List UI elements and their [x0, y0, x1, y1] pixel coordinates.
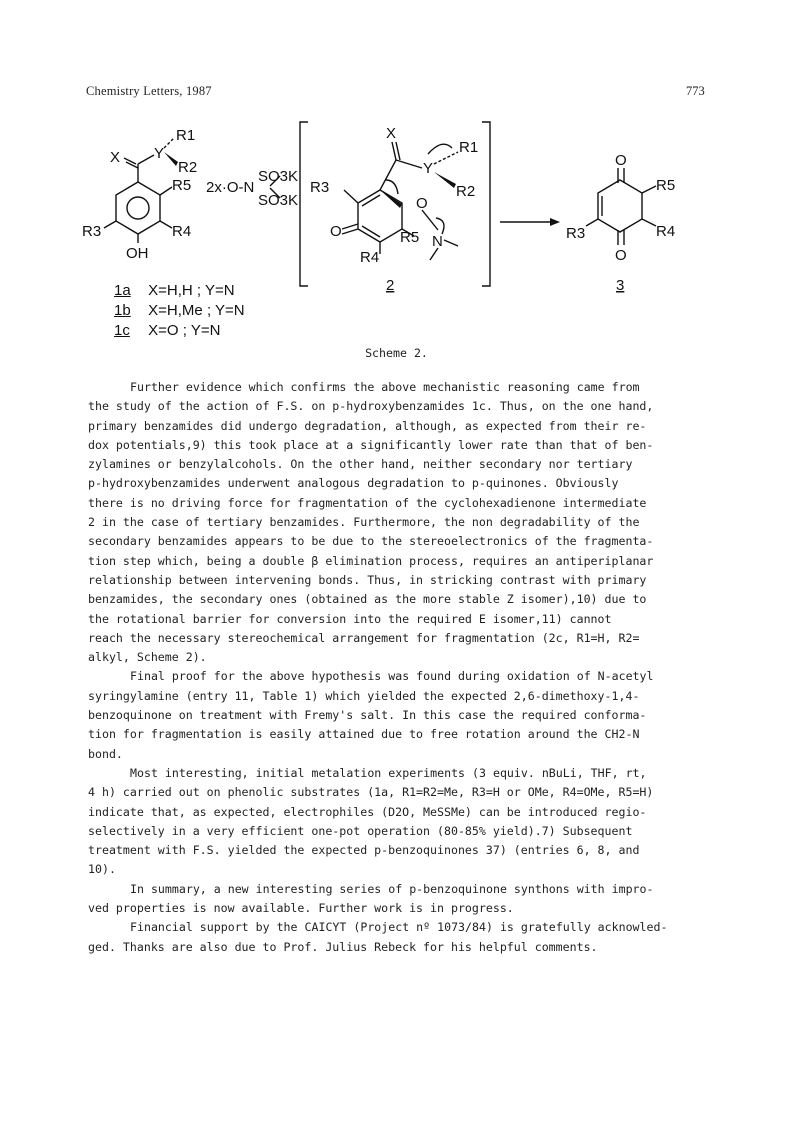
atom-o-2: O — [416, 195, 428, 212]
text-line: bond. — [88, 746, 123, 761]
text-line: secondary benzamides appears to be due to the stereoelectronics of the fragmenta- — [88, 534, 654, 549]
bond-r5 — [160, 187, 172, 195]
text-line: In summary, a new interesting series of p-benzoquinone synthons with impro- — [130, 881, 654, 896]
wedge-y-r2-2 — [434, 172, 456, 188]
atom-r2: R2 — [178, 159, 198, 176]
reaction-arrowhead — [550, 218, 560, 226]
bond-c-o-keto-2 — [342, 224, 358, 229]
bond-cy — [138, 155, 154, 164]
journal-header: Chemistry Letters, 1987 — [86, 84, 212, 98]
text-line: Most interesting, initial metalation experiments (3 equiv. nBuLi, THF, rt, — [130, 765, 647, 780]
text-line: alkyl, Scheme 2). — [88, 650, 207, 665]
compound-label-1a: 1a X=H,H ; Y=N — [114, 282, 235, 299]
atom-r4-3: R4 — [656, 223, 676, 240]
ring-double-bond-2 — [362, 226, 380, 237]
bond-r4-3 — [642, 219, 656, 226]
aromatic-circle — [127, 197, 149, 219]
bond-cx-a — [392, 142, 396, 160]
intermediate-2-structure — [310, 125, 478, 266]
atom-r3: R3 — [82, 223, 102, 240]
bond-cx-1 — [124, 158, 136, 164]
bond-n-methyl — [444, 240, 458, 246]
atom-o-top: O — [615, 152, 627, 169]
text-line: dox potentials,9) this took place at a significantly lower rate than that of ben- — [88, 437, 654, 452]
text-line: benzamides, the secondary ones (obtained as the more stable Z isomer),10) due to — [88, 592, 647, 607]
bond-c-o-keto — [342, 229, 358, 234]
benzene-ring — [116, 182, 160, 234]
bond-y-r1 — [164, 138, 174, 148]
page-number: 773 — [686, 84, 705, 98]
reagent-so3k-top: SO3K — [258, 168, 299, 185]
bond-cy-2 — [396, 160, 422, 168]
text-line: 2 in the case of tertiary benzamides. Furthermore, the non degradability of the — [88, 515, 640, 530]
bond-r4 — [160, 221, 172, 228]
text-line: benzoquinone on treatment with Fremy's salt. In this case the required conforma- — [88, 708, 647, 723]
compound-labels — [114, 282, 314, 352]
bond-ring-carbonyl — [380, 160, 396, 190]
text-line: treatment with F.S. yielded the expected p-benzoquinones 37) (entries 6, 8, and — [88, 843, 640, 858]
text-line: relationship between intervening bonds. Thus, in stricking contrast with primary — [88, 572, 647, 587]
atom-r3-2: R3 — [310, 179, 330, 196]
bond-r3-3 — [586, 219, 598, 226]
atom-r1-2: R1 — [459, 139, 479, 156]
bond-r3-2 — [344, 190, 358, 203]
bond-y-r1-2 — [434, 152, 458, 164]
text-line: Final proof for the above hypothesis was found during oxidation of N-acetyl — [130, 669, 654, 684]
text-line: indicate that, as expected, electrophiles (D2O, MeSSMe) can be introduced regio- — [88, 804, 647, 819]
text-line: reach the necessary stereochemical arrangement for fragmentation (2c, R1=H, R2= — [88, 630, 640, 645]
text-line: tion step which, being a double β elimination process, requires an antiperiplanar — [88, 553, 654, 568]
bond-o-n — [422, 210, 438, 230]
text-line: the rotational barrier for conversion into the required E isomer,11) cannot — [88, 611, 612, 626]
wedge-c-o — [380, 190, 402, 208]
wedge-y-r2 — [164, 152, 178, 166]
atom-oh: OH — [126, 245, 149, 262]
text-line: primary benzamides did undergo degradation, although, as expected from their re- — [88, 418, 647, 433]
text-line: ved properties is now available. Further work is in progress. — [88, 901, 514, 916]
text-line: the study of the action of F.S. on p-hydroxybenzamides 1c. Thus, on the one hand, — [88, 399, 654, 414]
text-line: syringylamine (entry 11, Table 1) which yielded the expected 2,6-dimethoxy-1,4- — [88, 688, 640, 703]
intermediate-label: 2 — [386, 277, 395, 294]
atom-r1: R1 — [176, 127, 196, 144]
atom-r3-3: R3 — [566, 225, 586, 242]
atom-n: N — [432, 233, 443, 250]
curly-arrow-1 — [386, 180, 398, 194]
compound-label-1b: 1b X=H,Me ; Y=N — [114, 302, 245, 319]
atom-r5-2: R5 — [400, 229, 420, 246]
bracket-left — [300, 122, 308, 286]
curly-arrow-3 — [428, 144, 452, 154]
body-text — [88, 378, 724, 957]
bond-r5-3 — [642, 186, 656, 193]
ring-double-bond-1 — [362, 195, 380, 206]
atom-o-keto: O — [330, 223, 342, 240]
quinone-3-structure — [566, 152, 675, 264]
curly-arrow-2 — [436, 218, 444, 234]
text-line: zylamines or benzylalcohols. On the other hand, neither secondary nor tertiary — [88, 457, 633, 472]
bracket-right — [482, 122, 490, 286]
text-line: there is no driving force for fragmentation of the cyclohexadienone intermediate — [88, 495, 647, 510]
atom-r4: R4 — [172, 223, 192, 240]
text-line: tion for fragmentation is easily attained due to free rotation around the CH2-N — [88, 727, 640, 742]
text-line: selectively in a very efficient one-pot operation (80-85% yield).7) Subsequent — [88, 823, 633, 838]
product-label: 3 — [616, 277, 625, 294]
atom-r2-2: R2 — [456, 183, 476, 200]
bond-r3 — [104, 221, 116, 228]
reaction-scheme — [80, 110, 740, 350]
atom-r5: R5 — [172, 177, 192, 194]
reagent-so3k-bottom: SO3K — [258, 192, 299, 209]
text-line: 4 h) carried out on phenolic substrates (1a, R1=R2=Me, R3=H or OMe, R4=OMe, R5=H) — [88, 785, 654, 800]
compound-label-1c: 1c X=O ; Y=N — [114, 322, 221, 339]
dienone-ring — [358, 190, 402, 242]
atom-y-2: Y — [423, 160, 434, 177]
bond-cx-b — [396, 142, 400, 160]
text-line: Financial support by the CAICYT (Project nº 1073/84) is gratefully acknowled- — [130, 920, 668, 935]
bond-cx-2 — [126, 162, 138, 168]
atom-x-2: X — [386, 125, 397, 142]
compound-1-structure — [82, 127, 197, 262]
text-line: Further evidence which confirms the above mechanistic reasoning came from — [130, 380, 640, 394]
reagent-label: 2x·O-N — [206, 179, 255, 196]
atom-x: X — [110, 149, 121, 166]
quinone-ring — [598, 180, 642, 232]
atom-r5-3: R5 — [656, 177, 676, 194]
atom-r4-2: R4 — [360, 249, 380, 266]
text-line: p-hydroxybenzamides underwent analogous degradation to p-quinones. Obviously — [88, 476, 619, 491]
scheme-caption: Scheme 2. — [365, 346, 428, 360]
atom-o-bottom: O — [615, 247, 627, 264]
text-line: ged. Thanks are also due to Prof. Julius Rebeck for his helpful comments. — [88, 939, 598, 954]
text-line: 10). — [88, 862, 116, 877]
atom-y: Y — [154, 145, 165, 162]
